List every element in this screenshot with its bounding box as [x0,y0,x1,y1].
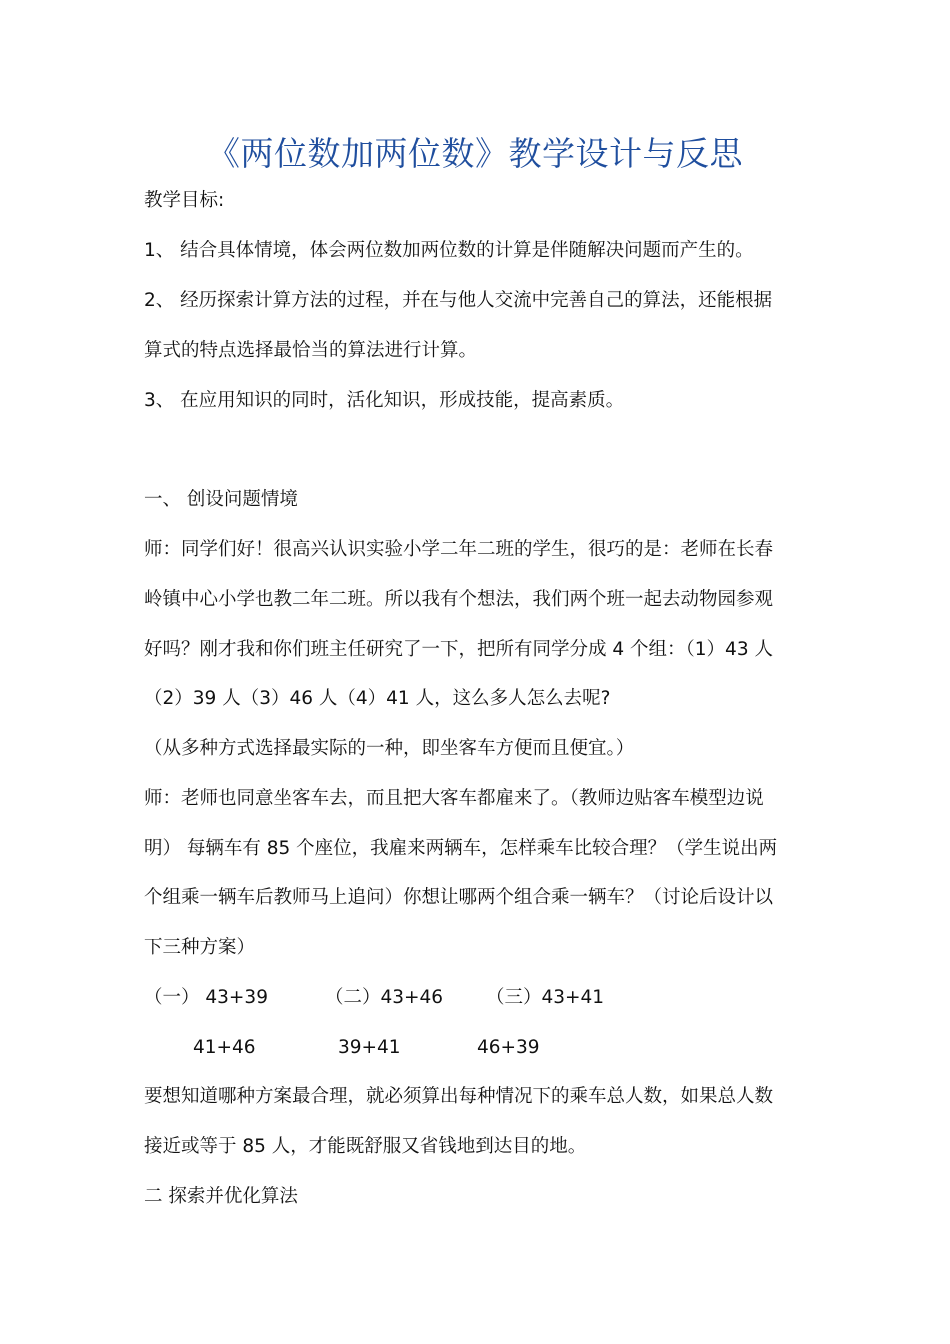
goal-item-1: 1、 结合具体情境，体会两位数加两位数的计算是伴随解决问题而产生的。 [144,240,754,261]
plan-2-first: （二）43+46 [325,987,444,1008]
plan-3-first: （三）43+41 [486,987,605,1008]
goals-heading: 教学目标: [144,190,225,211]
plan-2-second: 39+41 [338,1037,401,1058]
paragraph-line: 好吗？刚才我和你们班主任研究了一下，把所有同学分成 4 个组：（1）43 人 [144,639,773,660]
plan-1-first: （一） 43+39 [144,987,268,1008]
plan-3-second: 46+39 [477,1037,540,1058]
paragraph-line: 明） 每辆车有 85 个座位，我雇来两辆车，怎样乘车比较合理？（学生说出两 [144,838,778,859]
goal-item-2-cont: 算式的特点选择最恰当的算法进行计算。 [144,340,478,361]
paragraph-line: （2）39 人（3）46 人（4）41 人，这么多人怎么去呢? [144,688,611,709]
paragraph-line: 个组乘一辆车后教师马上追问）你想让哪两个组合乘一辆车？（讨论后设计以 [144,887,774,908]
paragraph-line: 师：同学们好！很高兴认识实验小学二年二班的学生，很巧的是：老师在长春 [144,539,774,560]
goal-item-3: 3、 在应用知识的同时，活化知识，形成技能，提高素质。 [144,390,625,411]
paragraph-line: 接近或等于 85 人，才能既舒服又省钱地到达目的地。 [144,1136,587,1157]
goal-item-2: 2、 经历探索计算方法的过程，并在与他人交流中完善自己的算法，还能根据 [144,290,773,311]
paragraph-line: （从多种方式选择最实际的一种，即坐客车方便而且便宜。） [144,738,635,759]
section1-heading: 一、 创设问题情境 [144,489,298,510]
paragraph-line: 岭镇中心小学也教二年二班。所以我有个想法，我们两个班一起去动物园参观 [144,589,774,610]
section2-heading: 二 探索并优化算法 [144,1186,298,1207]
document-title: 《两位数加两位数》教学设计与反思 [207,134,743,173]
plan-1-second: 41+46 [193,1037,256,1058]
paragraph-line: 师：老师也同意坐客车去，而且把大客车都雇来了。（教师边贴客车模型边说 [144,788,764,809]
paragraph-line: 下三种方案） [144,937,256,958]
paragraph-line: 要想知道哪种方案最合理，就必须算出每种情况下的乘车总人数，如果总人数 [144,1086,774,1107]
